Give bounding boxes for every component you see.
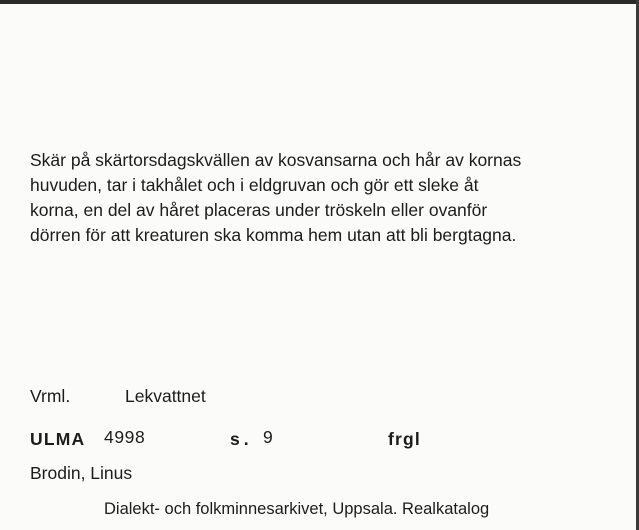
place-name: Lekvattnet (125, 386, 206, 406)
card-top-edge (0, 0, 639, 4)
record-text (30, 148, 630, 248)
record-text-line: korna, en del av håret placeras under tröskeln eller ovanför (30, 200, 488, 220)
category-code: frgl (388, 429, 421, 449)
record-text-line: dörren för att kreaturen ska komma hem utan att bli bergtagna. (30, 225, 517, 245)
province-label: Vrml. (30, 386, 71, 406)
record-text-line: Skär på skärtorsdagskvällen av kosvansarna och hår av kornas (30, 150, 522, 170)
archive-label: ULMA (30, 429, 86, 449)
informant-name: Brodin, Linus (30, 463, 133, 483)
page-label: s. (230, 429, 253, 449)
archive-number: 4998 (104, 427, 146, 447)
archive-footer: Dialekt- och folkminnesarkivet, Uppsala. Realkatalog (104, 500, 490, 518)
page-number: 9 (263, 427, 273, 447)
record-text-line: huvuden, tar i takhålet och i eldgruvan och gör ett sleke åt (30, 175, 479, 195)
